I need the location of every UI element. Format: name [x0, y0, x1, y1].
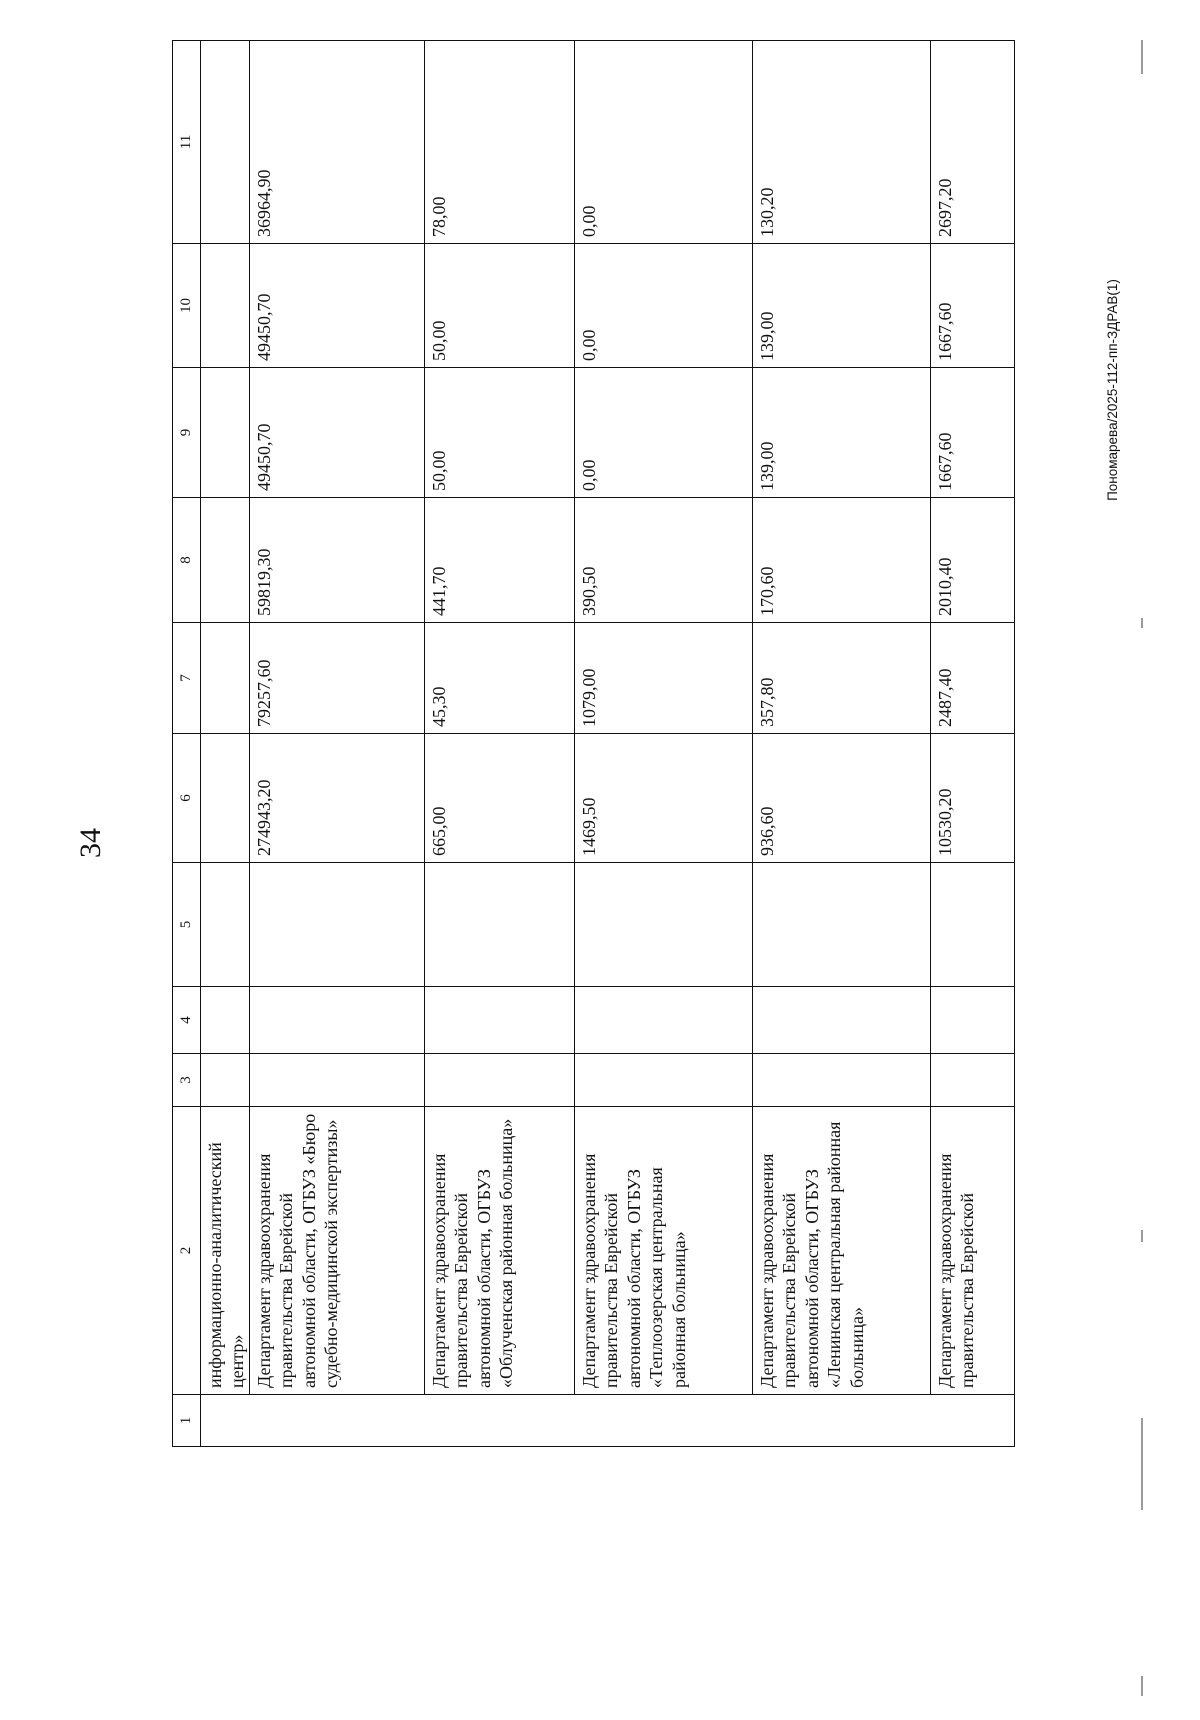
- value-cell: 274943,20: [249, 734, 424, 863]
- value-cell: 441,70: [424, 498, 574, 623]
- column-header: 2: [173, 1107, 201, 1395]
- empty-cell: [930, 987, 1015, 1054]
- table-row: [930, 41, 1015, 1447]
- empty-cell: [249, 1054, 424, 1107]
- table-row: [752, 41, 930, 1447]
- value-cell: [200, 368, 249, 498]
- scan-edge-mark: [1141, 1230, 1143, 1242]
- number-cell: [200, 1395, 1015, 1447]
- executor-cell: информационно-аналитический центр»: [200, 1107, 249, 1395]
- value-cell: 665,00: [424, 734, 574, 863]
- empty-cell: [752, 987, 930, 1054]
- value-cell: [200, 623, 249, 734]
- column-header: 5: [173, 863, 201, 987]
- value-cell: 139,00: [752, 368, 930, 498]
- scan-edge-mark: [1141, 40, 1143, 74]
- value-cell: 357,80: [752, 623, 930, 734]
- empty-cell: [424, 863, 574, 987]
- column-header: 1: [173, 1395, 201, 1447]
- rotated-table-container: [172, 41, 1015, 1447]
- value-cell: 1079,00: [574, 623, 752, 734]
- value-cell: 49450,70: [249, 368, 424, 498]
- footer: [1102, 190, 1124, 590]
- value-cell: 2010,40: [930, 498, 1015, 623]
- empty-cell: [574, 987, 752, 1054]
- column-header: 7: [173, 623, 201, 734]
- column-header: 4: [173, 987, 201, 1054]
- document-code: Пономарева/2025-112-пп-ЗДРАВ(1): [1105, 279, 1120, 501]
- scan-edge-mark: [1141, 1418, 1143, 1510]
- value-cell: [200, 41, 249, 244]
- value-cell: 50,00: [424, 244, 574, 368]
- empty-cell: [200, 987, 249, 1054]
- table-row: [249, 41, 424, 1447]
- empty-cell: [574, 863, 752, 987]
- column-header: 11: [173, 41, 201, 244]
- value-cell: 170,60: [752, 498, 930, 623]
- empty-cell: [752, 863, 930, 987]
- empty-cell: [249, 863, 424, 987]
- table-row: [574, 41, 752, 1447]
- value-cell: 1469,50: [574, 734, 752, 863]
- empty-cell: [752, 1054, 930, 1107]
- empty-cell: [930, 863, 1015, 987]
- value-cell: 50,00: [424, 368, 574, 498]
- column-header: 10: [173, 244, 201, 368]
- value-cell: [200, 244, 249, 368]
- value-cell: 1667,60: [930, 244, 1015, 368]
- executor-cell: Департамент здравоохранения правительства Еврейской автономной области, ОГБУЗ «Облученская районная больница»: [424, 1107, 574, 1395]
- value-cell: 2487,40: [930, 623, 1015, 734]
- scan-edge-mark: [1141, 1676, 1143, 1696]
- column-header-row: [173, 41, 201, 1447]
- empty-cell: [424, 1054, 574, 1107]
- executor-cell: Департамент здравоохранения правительства Еврейской автономной области, ОГБУЗ «Бюро судебно-медицинской экспертизы»: [249, 1107, 424, 1395]
- value-cell: 130,20: [752, 41, 930, 244]
- column-header: 8: [173, 498, 201, 623]
- empty-cell: [424, 987, 574, 1054]
- column-header: 6: [173, 734, 201, 863]
- value-cell: 1667,60: [930, 368, 1015, 498]
- empty-cell: [930, 1054, 1015, 1107]
- column-header: 9: [173, 368, 201, 498]
- empty-cell: [574, 1054, 752, 1107]
- table-row: [424, 41, 574, 1447]
- value-cell: 0,00: [574, 41, 752, 244]
- value-cell: 45,30: [424, 623, 574, 734]
- value-cell: 2697,20: [930, 41, 1015, 244]
- financing-table: [172, 40, 1015, 1447]
- value-cell: 59819,30: [249, 498, 424, 623]
- value-cell: 36964,90: [249, 41, 424, 244]
- value-cell: 390,50: [574, 498, 752, 623]
- value-cell: 10530,20: [930, 734, 1015, 863]
- value-cell: 0,00: [574, 368, 752, 498]
- table-row: [200, 41, 249, 1447]
- page-number: 34: [74, 828, 107, 858]
- value-cell: 139,00: [752, 244, 930, 368]
- value-cell: [200, 734, 249, 863]
- executor-cell: Департамент здравоохранения правительства Еврейской: [930, 1107, 1015, 1395]
- value-cell: [200, 498, 249, 623]
- empty-cell: [249, 987, 424, 1054]
- value-cell: 49450,70: [249, 244, 424, 368]
- empty-cell: [200, 863, 249, 987]
- value-cell: 78,00: [424, 41, 574, 244]
- value-cell: 79257,60: [249, 623, 424, 734]
- column-header: 3: [173, 1054, 201, 1107]
- executor-cell: Департамент здравоохранения правительства Еврейской автономной области, ОГБУЗ «Ленинская центральная районная больница»: [752, 1107, 930, 1395]
- executor-cell: Департамент здравоохранения правительства Еврейской автономной области, ОГБУЗ «Теплоозерская центральная районная больница»: [574, 1107, 752, 1395]
- value-cell: 936,60: [752, 734, 930, 863]
- value-cell: 0,00: [574, 244, 752, 368]
- scan-edge-mark: [1141, 618, 1143, 628]
- empty-cell: [200, 1054, 249, 1107]
